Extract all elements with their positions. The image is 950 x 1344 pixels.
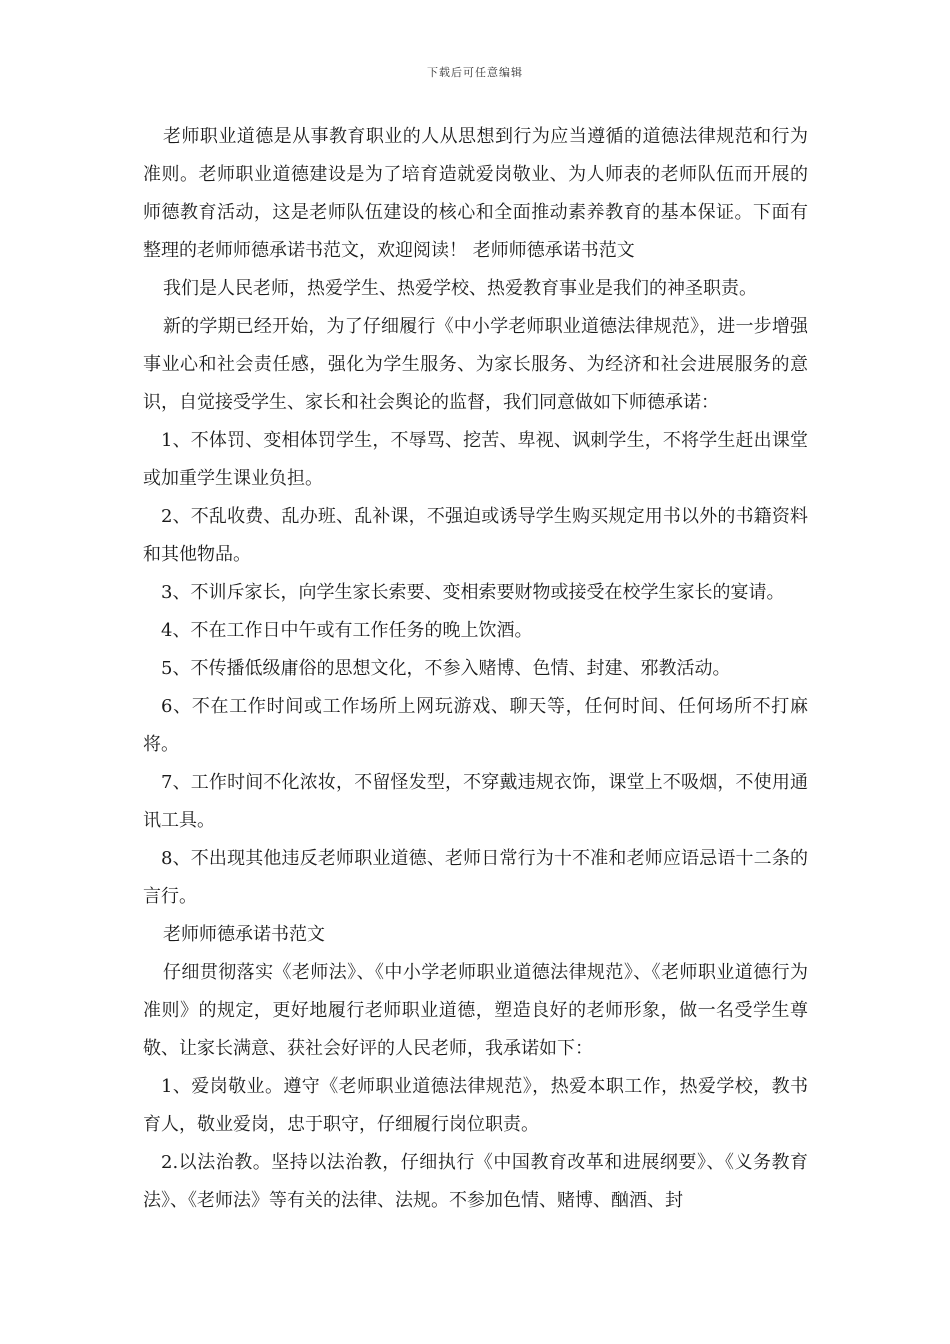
commitment-item-3: 3、不训斥家长，向学生家长索要、变相索要财物或接受在校学生家长的宴请。 (161, 582, 785, 603)
commitment-item-6: 6、不在工作时间或工作场所上网玩游戏、聊天等，任何时间、任何场所不打麻将。 (143, 696, 808, 755)
commitment-item-5: 5、不传播低级庸俗的思想文化，不参入赌博、色情、封建、邪教活动。 (161, 658, 731, 679)
commitment-item-8: 8、不出现其他违反老师职业道德、老师日常行为十不准和老师应语忌语十二条的言行。 (143, 848, 808, 907)
intro-paragraph: 老师职业道德是从事教育职业的人从思想到行为应当遵循的道德法律规范和行为准则。老师职业道德建设是为了培育造就爱岗敬业、为人师表的老师队伍而开展的师德教育活动，这是老师队伍建设的核心和全面推动素养教育的基本保证。下面有整理的老师师德承诺书范文，欢迎阅读！ 老师师德承诺书范文 (143, 126, 808, 261)
commitment-item-2: 2、不乱收费、乱办班、乱补课，不强迫或诱导学生购买规定用书以外的书籍资料和其他物品。 (143, 506, 808, 565)
page-header-note: 下载后可任意编辑 (427, 66, 523, 79)
section-heading: 老师师德承诺书范文 (163, 924, 325, 945)
semester-paragraph: 新的学期已经开始，为了仔细履行《中小学老师职业道德法律规范》，进一步增强事业心和社会责任感，强化为学生服务、为家长服务、为经济和社会进展服务的意识，自觉接受学生、家长和社会舆论的监督，我们同意做如下师德承诺： (143, 316, 808, 413)
commitment-item-4: 4、不在工作日中午或有工作任务的晚上饮酒。 (161, 620, 533, 641)
duty-paragraph: 我们是人民老师，热爱学生、热爱学校、热爱教育事业是我们的神圣职责。 (163, 278, 757, 299)
document-body (143, 118, 808, 1220)
commitment-item-1: 1、不体罚、变相体罚学生，不辱骂、挖苦、卑视、讽刺学生，不将学生赶出课堂或加重学生课业负担。 (143, 430, 808, 489)
pledge-intro-paragraph: 仔细贯彻落实《老师法》、《中小学老师职业道德法律规范》、《老师职业道德行为准则》的规定，更好地履行老师职业道德，塑造良好的老师形象，做一名受学生尊敬、让家长满意、获社会好评的人民老师，我承诺如下： (143, 962, 808, 1059)
pledge-item-1: 1、爱岗敬业。遵守《老师职业道德法律规范》，热爱本职工作，热爱学校，教书育人，敬业爱岗，忠于职守，仔细履行岗位职责。 (143, 1076, 808, 1135)
commitment-item-7: 7、工作时间不化浓妆，不留怪发型，不穿戴违规衣饰，课堂上不吸烟，不使用通讯工具。 (143, 772, 808, 831)
pledge-item-2: 2.以法治教。坚持以法治教，仔细执行《中国教育改革和进展纲要》、《义务教育法》、《老师法》等有关的法律、法规。不参加色情、赌博、酗酒、封 (143, 1152, 808, 1211)
